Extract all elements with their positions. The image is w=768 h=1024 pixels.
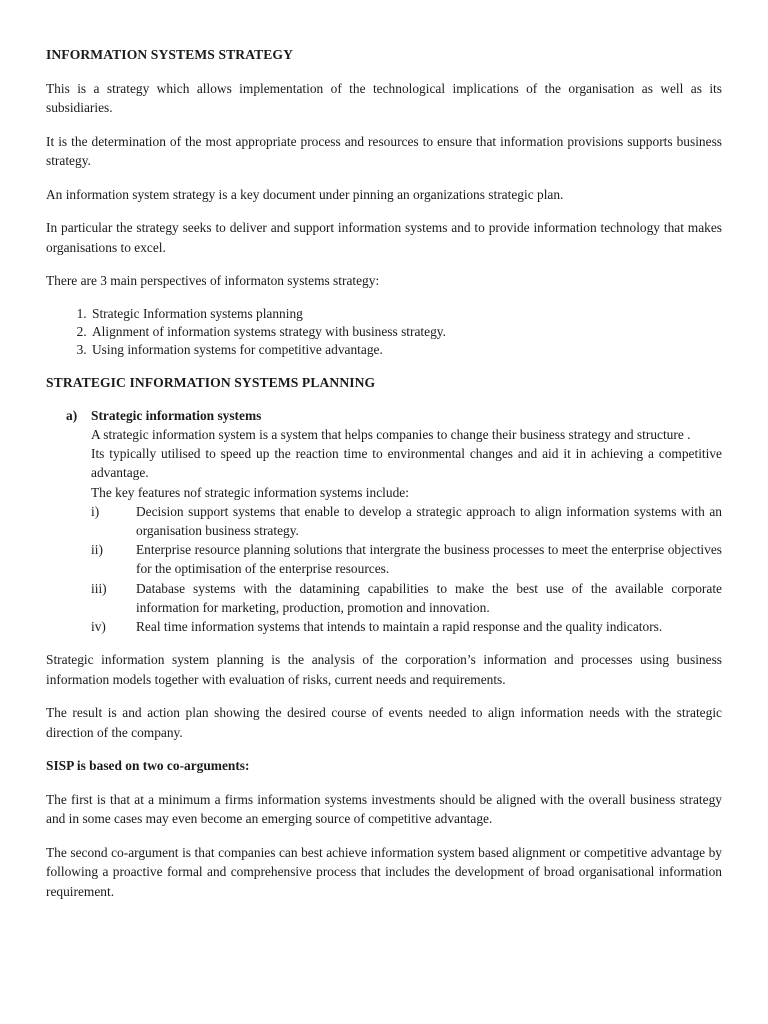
subsection-a — [46, 406, 722, 636]
feature-item — [91, 502, 722, 540]
intro-paragraph-4: In particular the strategy seeks to deliver and support information systems and to provide information technology that makes organisations to excel. — [46, 220, 722, 255]
feature-number: ii) — [91, 542, 103, 558]
feature-number: iv) — [91, 619, 106, 635]
perspective-item-3: 3. Using information systems for competitive advantage. — [90, 341, 722, 359]
sisp-paragraph-2: The second co-argument is that companies can best achieve information system based alignment or competitive advantage by following a proactive formal and comprehensive process that includes the development of broad organisational information requirement. — [46, 844, 722, 899]
feature-item — [91, 579, 722, 617]
intro-paragraph-1: This is a strategy which allows implementation of the technological implications of the organisation as well as its subsidiaries. — [46, 80, 722, 115]
intro-paragraph-2: It is the determination of the most appropriate process and resources to ensure that information provisions supports business strategy. — [46, 133, 722, 168]
feature-text: Real time information systems that intends to maintain a rapid response and the quality indicators. — [136, 619, 663, 635]
feature-number: iii) — [91, 580, 107, 596]
perspective-item-2: 2. Alignment of information systems strategy with business strategy. — [90, 323, 722, 341]
subsection-a-title: Strategic information systems — [91, 408, 262, 423]
subsection-a-letter: a) — [66, 408, 78, 423]
intro-paragraph-5: There are 3 main perspectives of informaton systems strategy: — [46, 273, 380, 288]
subsection-a-line-1: A strategic information system is a system that helps companies to change their business strategy and structure . — [91, 427, 691, 442]
subsection-a-line-3: The key features nof strategic information systems include: — [91, 484, 409, 500]
feature-text: Enterprise resource planning solutions that intergrate the business processes to meet the enterprise objectives for the optimisation of the enterprise resources. — [136, 542, 722, 577]
sisp-paragraph-1: The first is that at a minimum a firms information systems investments should be aligned with the overall business strategy and in some cases may even become an emerging source of competitive advantage. — [46, 791, 722, 827]
intro-paragraph-3: An information system strategy is a key document under pinning an organizations strategic plan. — [46, 186, 564, 202]
features-list — [91, 502, 722, 636]
feature-item — [91, 617, 722, 636]
feature-number: i) — [91, 503, 100, 519]
subsection-a-body — [46, 425, 722, 636]
perspectives-list — [46, 305, 722, 359]
sisp-heading: SISP is based on two co-arguments: — [46, 758, 250, 774]
section-2-paragraph-2: The result is and action plan showing the desired course of events needed to align information needs with the strategic direction of the company. — [46, 705, 722, 740]
section-2-paragraph-1: Strategic information system planning is the analysis of the corporation’s information and processes using business information models together with evaluation of risks, current needs and requirements. — [46, 652, 722, 687]
subsection-a-line-2: Its typically utilised to speed up the reaction time to environmental changes and aid it in achieving a competitive advantage. — [91, 446, 722, 481]
feature-item — [91, 540, 722, 578]
section-2-title: STRATEGIC INFORMATION SYSTEMS PLANNING — [46, 374, 376, 390]
feature-text: Decision support systems that enable to develop a strategic approach to align information systems with an organisation business strategy. — [136, 503, 722, 539]
feature-text: Database systems with the datamining capabilities to make the best use of the available corporate information for marketing, production, promotion and innovation. — [136, 580, 722, 615]
perspective-item-1: 1. Strategic Information systems planning — [90, 305, 722, 323]
document-title: INFORMATION SYSTEMS STRATEGY — [46, 47, 294, 62]
subsection-a-heading — [46, 406, 722, 425]
